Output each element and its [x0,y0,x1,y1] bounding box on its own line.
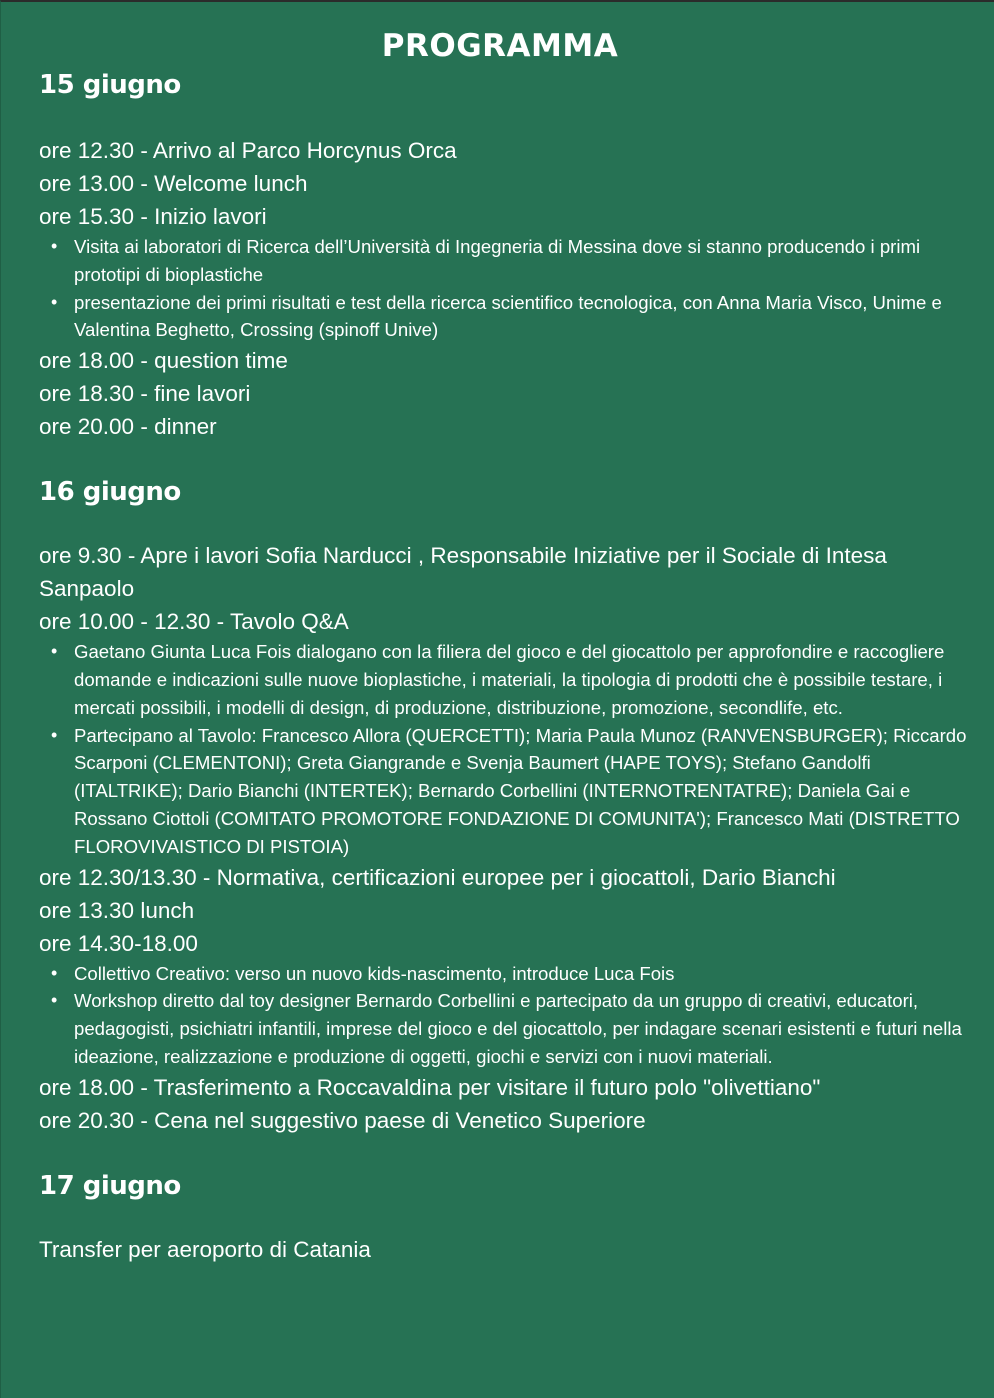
spacer [39,1137,969,1167]
bullet-list [39,638,969,860]
list-item [39,233,969,289]
bullet-icon: • [51,236,58,256]
bullet-icon: • [51,990,58,1011]
list-item [39,638,969,721]
schedule-line: ore 18.30 - fine lavori [39,381,251,407]
day-heading: 15 giugno [39,70,181,100]
day-section-17-giugno [39,1167,969,1266]
bullet-icon: • [51,641,58,662]
schedule-line: ore 15.30 - Inizio lavori [39,204,267,229]
list-item-text: presentazione dei primi risultati e test della ricerca scientifico tecnologica, con Anna Maria Visco, Unime e Valentina Beghetto, Crossing (spinoff Unive) [74,291,942,341]
list-item [39,289,969,345]
list-item-text: Visita ai laboratori di Ricerca dell’Università di Ingegneria di Messina dove si stanno producendo i primi prototipi di bioplastiche [74,236,921,285]
schedule-line: ore 13.30 lunch [39,897,195,923]
programme-page [39,26,969,1266]
schedule-line: ore 18.00 - Trasferimento a Roccavaldina per visitare il futuro polo "olivettiano" [39,1074,821,1100]
schedule-line: ore 13.00 - Welcome lunch [39,171,308,196]
schedule-line: ore 12.30 - Arrivo al Parco Horcynus Orca [39,138,457,163]
schedule-line: ore 20.00 - dinner [39,414,217,440]
list-item [39,987,969,1070]
list-item-text: Workshop diretto dal toy designer Bernardo Corbellini e partecipato da un gruppo di creativi, educatori, pedagogisti, psichiatri infantili, imprese del gioco e del giocattolo, per indagare scenari esistenti e futuri nella ideazione, realizzazione e produzione di oggetti, giochi e servizi con i nuovi materiali. [74,990,962,1067]
schedule-line: ore 18.00 - question time [39,348,288,374]
spacer [39,104,969,134]
list-item-text: Partecipano al Tavolo: Francesco Allora (QUERCETTI); Maria Paula Munoz (RANVENSBURGER); Riccardo Scarponi (CLEMENTONI); Greta Giangrande e Svenja Baumert (HAPE TOYS); Stefano Gandolfi (ITALTRIKE); Dario Bianchi (INTERTEK); Bernardo Corbellini (INTERNOTRENTATRE); Daniela Gai e Rossano Ciottoli (COMITATO PROMOTORE FONDAZIONE DI COMUNITA'); Francesco Mati (DISTRETTO FLOROVIVAISTICO DI PISTOIA) [74,724,967,857]
day-heading: 17 giugno [39,1170,181,1201]
bullet-icon: • [51,291,58,312]
schedule-line: ore 20.30 - Cena nel suggestivo paese di Venetico Superiore [39,1107,646,1133]
page-title: PROGRAMMA [381,28,619,64]
day-section-15-giugno [39,66,969,443]
bullet-list [39,233,969,344]
schedule-line: ore 9.30 - Apre i lavori Sofia Narducci , Responsabile Iniziative per il Sociale di Intesa Sanpaolo [39,543,887,602]
spacer [39,511,969,539]
bullet-icon: • [51,962,58,983]
bullet-icon: • [51,724,58,745]
list-item [39,722,969,861]
day-section-16-giugno [39,473,969,1137]
bullet-list [39,960,969,1071]
spacer [39,443,969,473]
schedule-line: Transfer per aeroporto di Catania [39,1236,371,1262]
list-item-text: Collettivo Creativo: verso un nuovo kids-nascimento, introduce Luca Fois [74,962,675,984]
schedule-line: ore 14.30-18.00 [39,930,198,956]
schedule-line: ore 10.00 - 12.30 - Tavolo Q&A [39,609,349,635]
list-item [39,960,969,988]
day-heading: 16 giugno [39,477,181,508]
schedule-line: ore 12.30/13.30 - Normativa, certificazioni europee per i giocattoli, Dario Bianchi [39,864,836,890]
list-item-text: Gaetano Giunta Luca Fois dialogano con la filiera del gioco e del giocattolo per approfondire e raccogliere domande e indicazioni sulle nuove bioplastiche, i materiali, la tipologia di prodotti che è possibile testare, i mercati possibili, i modelli di design, di produzione, distribuzione, promozione, secondlife, etc. [74,641,945,718]
spacer [39,1205,969,1233]
